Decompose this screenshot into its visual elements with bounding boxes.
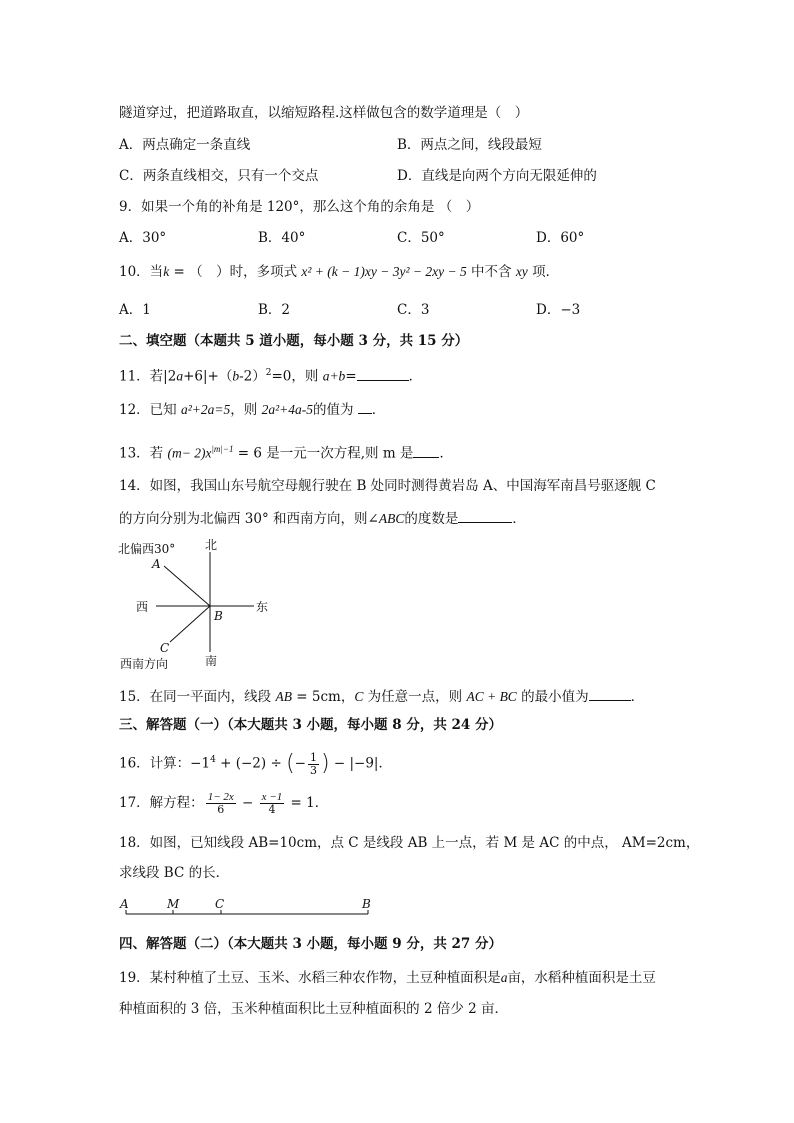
q18-segment-diagram [116, 894, 386, 924]
q12: 12．已知 a²+2a=5，则 2a²+4a-5的值为 ． [119, 399, 385, 419]
q14-answer-blank[interactable] [458, 508, 512, 523]
q13-answer-blank[interactable] [413, 443, 439, 458]
section-4-heading: 四、解答题（二）（本大题共 3 小题，每小题 9 分，共 27 分） [119, 936, 503, 952]
point-a-label: A [152, 557, 161, 571]
q15-answer-blank[interactable] [589, 686, 631, 701]
q19-line-2: 种植面积的 3 倍，玉米种植面积比土豆种植面积的 2 倍少 2 亩． [119, 1001, 509, 1017]
section-2-heading: 二、填空题（本题共 5 道小题，每小题 3 分，共 15 分） [119, 333, 469, 349]
q11: 11．若$|2a+6|+(b-2)^2=0$，则 a+b= ． [119, 364, 422, 386]
q9-stem: 9．如果一个角的补角是 120°，那么这个角的余角是 （ ） [119, 199, 480, 215]
q17: 17．解方程： $\frac{1- 2x}{6}$ − $\frac{x -1}{4}$ = 1． [119, 791, 329, 816]
point-b-label: B [214, 609, 223, 623]
south-label: 南 [205, 654, 218, 668]
point-m-label: M [167, 897, 180, 911]
point-a-label: A [120, 897, 129, 911]
nw-30-label: 北偏西30° [118, 542, 176, 556]
q16-fraction: $\frac{1}{3}$ [309, 750, 317, 777]
q8-option-c: C．两条直线相交，只有一个交点 [119, 168, 319, 184]
q9-option-d: D．60° [536, 230, 585, 246]
west-label: 西 [136, 600, 149, 614]
q9-option-a: A．30° [119, 230, 167, 246]
q10-option-b: B．2 [258, 302, 291, 318]
q19-line-1: 19．某村种植了土豆、玉米、水稻三种农作物，土豆种植面积是a亩，水稻种植面积是土豆 [119, 970, 656, 986]
q11-answer-blank[interactable] [357, 366, 409, 381]
q10-stem: 10．当k = （ ）时，多项式 x² + (k − 1)xy − 3y² − 2xy − 5 中不含 xy 项． [119, 264, 560, 280]
q8-option-b: B．两点之间，线段最短 [397, 137, 542, 153]
q10-option-d: D．−3 [536, 302, 581, 318]
q16: 16．计算：$-1^4 + (-2)$ ÷ (− $\frac{1}{3}$ ) − |−9|． [119, 750, 392, 777]
q17-fraction-2: $\frac{x -1}{4}$ [261, 791, 283, 816]
section-3-heading: 三、解答题（一）（本大题共 3 小题，每小题 8 分，共 24 分） [119, 717, 503, 733]
q14-compass-diagram [112, 534, 282, 674]
point-b-label: B [362, 897, 371, 911]
point-c-label: C [215, 897, 225, 911]
q10-option-a: A．1 [119, 302, 151, 318]
ray-ba [164, 566, 210, 606]
q14-line-1: 14．如图，我国山东号航空母舰行驶在 B 处同时测得黄岩岛 A、中国海军南昌号驱逐舰 C [119, 478, 656, 494]
q8-option-d: D．直线是向两个方向无限延伸的 [397, 168, 597, 184]
q18-line-1: 18．如图，已知线段 AB=10cm，点 C 是线段 AB 上一点，若 M 是 AC 的中点， AM=2cm， [119, 835, 700, 851]
q9-option-c: C．50° [397, 230, 445, 246]
point-c-label: C [160, 641, 170, 655]
q14-line-2: 的方向分别为北偏西 30° 和西南方向，则∠ABC的度数是 ． [119, 508, 526, 528]
q9-option-b: B．40° [258, 230, 306, 246]
q18-line-2: 求线段 BC 的长． [119, 865, 230, 881]
q8-stem: 隧道穿过，把道路取直，以缩短路程.这样做包含的数学道理是（ ） [119, 105, 529, 121]
north-label: 北 [205, 538, 218, 552]
ray-bc [170, 606, 210, 642]
q17-fraction-1: $\frac{1- 2x}{6}$ [207, 791, 234, 816]
q10-option-c: C．3 [397, 302, 430, 318]
q15: 15．在同一平面内，线段 AB = 5cm，C 为任意一点，则 AC + BC 的最小值为 ． [119, 686, 644, 706]
sw-label: 西南方向 [120, 657, 169, 671]
q13: 13．若 $(m- 2)x^{|m|-1} = 6$ 是一元一次方程,则 m 是 ． [119, 444, 453, 462]
east-label: 东 [256, 600, 269, 614]
q8-option-a: A．两点确定一条直线 [119, 137, 251, 153]
q12-answer-blank[interactable] [358, 399, 372, 414]
